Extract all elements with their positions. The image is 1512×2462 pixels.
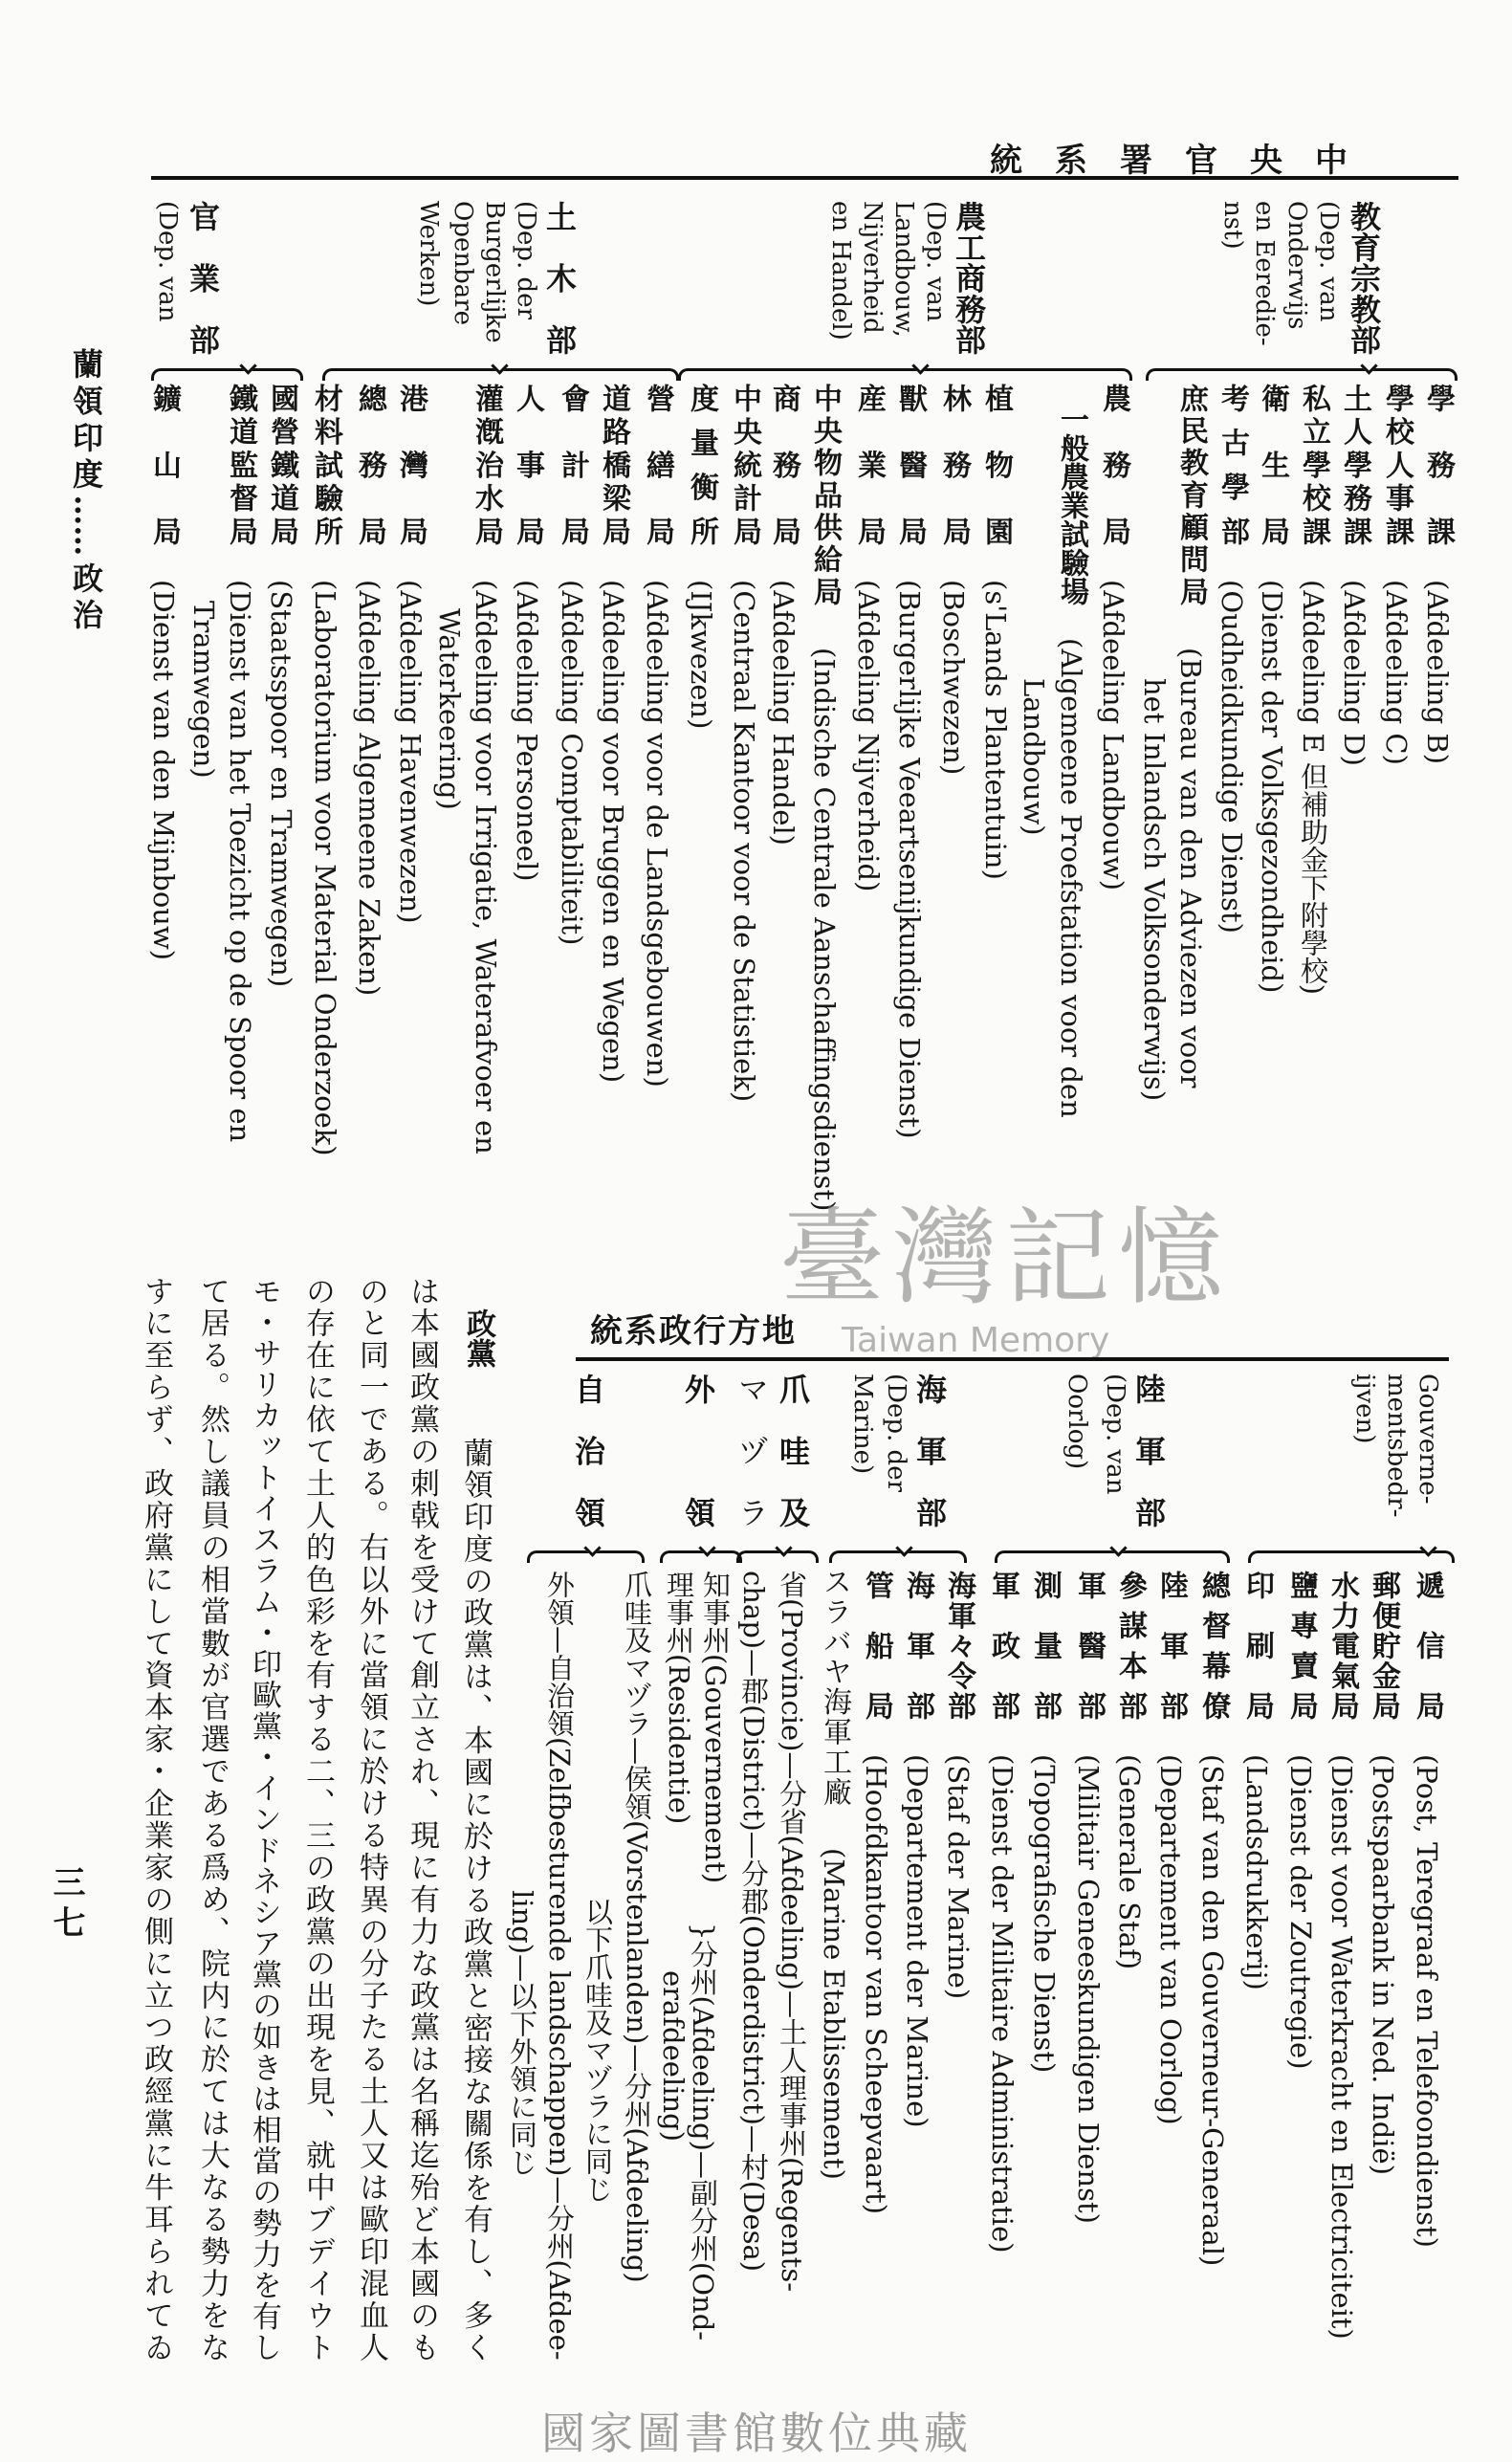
bureau-name: 植物園 — [979, 384, 1013, 545]
dept-name — [186, 201, 220, 355]
admin-line: 理事州(Residentie) — [663, 1571, 695, 1825]
list-item — [859, 1571, 893, 2214]
dept-dutch: Onderwijs — [1282, 201, 1311, 330]
dutch-name: (Dienst van den Mijnbouw) — [147, 580, 180, 961]
list-item — [1096, 384, 1130, 890]
admin-line: chap)—郡(District)—分郡(Onderdistrict)—村(Desa) — [737, 1571, 770, 2273]
bureau-name: 道路橋梁局 — [597, 384, 630, 545]
page-number-text: 三七 — [47, 1865, 85, 1938]
list-item — [510, 384, 544, 882]
bureau-name: 遞信局 — [1411, 1571, 1444, 1720]
list-item — [1410, 1571, 1444, 2248]
paragraph-text: モ・サリカットイスラム・印歐黨・インドネシア黨の如きは相當の勢力を有し — [247, 1276, 281, 2362]
admin-line: 爪哇及マヅラ—侯領(Vorstenlanden)—分州(Afdeeling) — [621, 1571, 653, 2283]
dept-label: 海軍部 — [911, 1374, 948, 1528]
region-name — [776, 1374, 810, 1528]
bureau-name: 軍政部 — [986, 1571, 1019, 1720]
list-item — [223, 384, 257, 1142]
admin-line: ling)—以下外領に同じ — [506, 1890, 538, 2177]
list-item — [1420, 384, 1455, 764]
list-item — [1296, 384, 1330, 995]
bureau-name: 私立學校課 — [1297, 384, 1330, 545]
dutch-name: (Departement der Marine) — [901, 1754, 933, 2128]
list-item — [1112, 1571, 1147, 1969]
list-item — [766, 384, 800, 846]
running-head — [69, 348, 103, 629]
dutch-name: (Departement van Oorlog) — [1154, 1754, 1187, 2125]
dutch-name: (Dienst der Zoutregie) — [1284, 1754, 1317, 2070]
bureau-name: 水力電氣局 — [1326, 1571, 1359, 1720]
bureau-name: 鐵道監督局 — [224, 384, 257, 545]
list-item — [1325, 1571, 1359, 2340]
bureau-name: 林務局 — [937, 384, 971, 545]
dutch-continuation: het Inlandsch Volksonderwijs) — [1138, 678, 1171, 1102]
dutch-name: (Afdeeling voor de Landsgebouwen) — [641, 580, 673, 1088]
paragraph-column — [240, 1276, 288, 2362]
admin-line: 省(Provincie)—分省(Afdeeling)—土人理事州(Regents- — [776, 1571, 808, 2292]
bureau-name: 學校人事課 — [1380, 384, 1413, 545]
paragraph-text: すに至らず、政府黨にして資本家・企業家の側に立つ政經黨に牛耳られてゐ — [139, 1276, 173, 2362]
bureau-name: 總務局 — [353, 384, 386, 545]
region-label: マヅラ — [734, 1374, 770, 1528]
list-item — [1366, 1571, 1400, 2175]
dept-label: 陸軍部 — [1130, 1374, 1167, 1528]
sub-brace — [660, 1550, 742, 1563]
paragraph-column — [294, 1276, 341, 2362]
sub-brace — [527, 1550, 645, 1563]
page-number — [49, 1865, 83, 1938]
bureau-name: 獸醫局 — [893, 384, 927, 545]
list-item — [308, 384, 342, 1156]
region-name — [734, 1374, 769, 1528]
list-item — [727, 384, 761, 1102]
dept-dutch: Gouverne- — [1413, 1374, 1442, 1505]
dutch-name: (Centraal Kantoor voor de Statistiek) — [728, 580, 760, 1103]
admin-line: }分州(Afdeeling)—副分州(Ond- — [687, 1923, 719, 2341]
bureau-name: 商務局 — [767, 384, 800, 545]
dutch-name: (Afdeeling voor Irrigatie, Waterafvoer en — [470, 580, 502, 1154]
dutch-name: (Afdeeling E 但補助金下附學校) — [1297, 580, 1329, 996]
dutch-name: (Afdeeling D) — [1338, 580, 1370, 766]
running-head-text: 蘭領印度……政治 — [68, 348, 104, 629]
bureau-name: 人事局 — [511, 384, 544, 545]
dept-name — [542, 201, 577, 355]
dept-dutch: Oorlog) — [1063, 1374, 1091, 1470]
sub-brace — [678, 368, 1132, 381]
dutch-continuation: Landbouw) — [1018, 678, 1050, 836]
bureau-name: 灌漑治水局 — [470, 384, 503, 545]
watermark-logo-en: Taiwan Memory — [842, 1321, 1110, 1360]
main-brace-line — [576, 1357, 1449, 1361]
sub-brace — [322, 368, 679, 381]
list-item — [1337, 384, 1371, 766]
region-label: 外領 — [680, 1374, 716, 1528]
paragraph-column — [132, 1276, 180, 2362]
paragraph-column — [398, 1276, 446, 2362]
dept-name — [952, 201, 986, 355]
bureau-name: 鑛山局 — [147, 384, 181, 545]
list-item — [941, 1571, 975, 1999]
dept-name — [1131, 1374, 1166, 1528]
list-item — [1215, 384, 1249, 934]
local-title: 地方行政系統 — [590, 1312, 797, 1351]
sub-brace — [829, 1550, 967, 1563]
dutch-name: (Militair Geneeskundigen Dienst) — [1072, 1754, 1105, 2224]
dutch-continuation: Waterkeering) — [433, 608, 466, 810]
list-item — [1071, 1571, 1106, 2224]
list-item — [985, 1571, 1019, 2253]
admin-line: 外領—自治領(Zelfbesturende landschappen)—分州(Afdee- — [543, 1571, 576, 2361]
dutch-name: (Laboratorium voor Material Onderzoek) — [309, 580, 341, 1156]
list-item — [1054, 405, 1088, 1118]
dept-dutch: Werken) — [414, 201, 443, 307]
dept-label: 土木部 — [541, 201, 578, 355]
list-item — [1195, 1571, 1230, 2266]
dutch-name: (Topografische Dienst) — [1028, 1754, 1061, 2074]
bureau-name: 土人學務課 — [1338, 384, 1371, 545]
admin-line: 以下爪哇及マヅラに同じ — [581, 1898, 614, 2203]
bureau-name: 會計局 — [556, 384, 589, 545]
bureau-name: 軍醫部 — [1072, 1571, 1106, 1720]
bureau-name: 海軍々令部 — [942, 1571, 975, 1720]
paragraph-text: て居る。然し議員の相當數が官選である爲め、院内に於ては大なる勢力をな — [195, 1276, 230, 2362]
list-item — [978, 384, 1013, 880]
dutch-name: (Dienst van het Toezicht op de Spoor en — [224, 580, 256, 1143]
dutch-name: (Dienst der Volksgezondheid) — [1256, 580, 1288, 994]
bureau-name: 農務局 — [1097, 384, 1130, 545]
dutch-name: (Afdeeling C) — [1380, 580, 1413, 765]
dept-dutch: ijven) — [1350, 1374, 1379, 1444]
dutch-name: (Staf der Marine) — [942, 1754, 975, 2000]
list-item — [640, 384, 674, 1088]
dept-dutch: (Dep. der — [882, 1374, 910, 1493]
dutch-name: (Landsdrukkerij) — [1240, 1754, 1273, 1990]
dept-dutch: Nijverheid — [858, 201, 887, 334]
dutch-name: (Staf van den Gouverneur-Generaal) — [1196, 1754, 1229, 2267]
bureau-name: 考古學部 — [1216, 384, 1249, 545]
paragraph-text: の存在に依て土人的色彩を有する二、三の政黨の出現を見、就中ブデイウト — [300, 1276, 335, 2362]
list-item — [1379, 384, 1413, 765]
list-item — [1239, 1571, 1274, 1990]
admin-line: 知事州(Gouvernement) — [699, 1571, 732, 1884]
dept-dutch: en Handel) — [826, 201, 855, 341]
list-item — [469, 384, 503, 1154]
dept-label: 農工商務部 — [951, 201, 987, 355]
list-item — [596, 384, 630, 1083]
dutch-name: (Algemeene Proefstation voor den — [1055, 638, 1087, 1118]
bureau-name: 港灣局 — [394, 384, 427, 545]
dutch-name: (Afdeeling Handel) — [767, 580, 800, 846]
dutch-name: (Afdeeling B) — [1421, 580, 1454, 765]
dutch-continuation: Tramwegen) — [187, 601, 220, 779]
dept-dutch: (Dep. van — [921, 201, 950, 322]
dept-dutch: (Dep. van — [1101, 1374, 1129, 1495]
list-item — [1283, 1571, 1318, 2070]
paragraph-column — [451, 1438, 499, 2362]
list-item — [936, 384, 971, 775]
list-item — [1153, 1571, 1188, 2125]
bureau-name: 中央物品供給局 — [808, 384, 842, 605]
bureau-name: スラバヤ海軍工廠 — [818, 1567, 851, 1806]
section-heading-text: 政黨 — [461, 1308, 495, 1368]
section-heading — [454, 1308, 502, 1368]
region-name — [681, 1374, 715, 1528]
list-item — [555, 384, 589, 945]
bureau-name: 材料試驗所 — [309, 384, 342, 545]
dutch-name: (Staatsspoor en Tramwegen) — [265, 580, 297, 988]
list-item — [807, 384, 842, 1212]
dutch-name: (Burgerlijke Veeartsenijkundige Dienst) — [893, 580, 926, 1139]
dept-dutch: (Dep. van — [153, 201, 182, 322]
bureau-name: 一般農業試驗場 — [1055, 405, 1088, 605]
dutch-name: (Afdeeling Algemeene Zaken) — [353, 580, 385, 997]
list-item — [393, 384, 427, 924]
list-item — [851, 384, 886, 891]
paragraph-column — [188, 1276, 236, 2362]
dept-dutch: Openbare — [449, 201, 477, 326]
bureau-name: 庶民教育顧問局 — [1174, 384, 1208, 605]
region-name — [571, 1374, 605, 1528]
dutch-name: (Bureau van den Adviezen voor — [1174, 648, 1207, 1088]
dept-dutch: mentsbedr- — [1382, 1374, 1411, 1518]
admin-line: erafdeeling) — [657, 1970, 690, 2143]
sub-brace — [1248, 1550, 1455, 1563]
paragraph-text: のと同一である。右以外に當領に於ける特異の分子たる土人又は歐印混血人 — [354, 1276, 388, 2362]
bureau-name: 陸軍部 — [1154, 1571, 1188, 1720]
bureau-name: 營繕局 — [641, 384, 674, 545]
bureau-name: 測量部 — [1028, 1571, 1062, 1720]
dept-dutch: Burgerlijke — [480, 201, 509, 343]
dutch-name: (Afdeeling Personeel) — [511, 580, 543, 882]
dutch-name: (IJkwezen) — [685, 580, 717, 730]
paragraph-column — [347, 1276, 395, 2362]
dutch-name: (Generale Staf) — [1113, 1754, 1146, 1970]
bureau-name: 鹽專賣局 — [1284, 1571, 1318, 1720]
region-label: 自治領 — [570, 1374, 606, 1528]
sub-brace — [151, 368, 303, 381]
dutch-name: (Dienst voor Waterkracht en Electriciteit) — [1326, 1754, 1358, 2340]
dept-dutch: nst) — [1218, 201, 1247, 250]
dutch-name: (s'Lands Plantentuin) — [979, 580, 1012, 880]
bureau-name: 度量衡所 — [685, 384, 718, 545]
dutch-name: (Indische Centrale Aanschaffingsdienst) — [808, 648, 841, 1212]
list-item — [1027, 1571, 1062, 2073]
dutch-name: (Afdeeling Comptabiliteit) — [556, 580, 588, 946]
dutch-name: (Marine Etablissement) — [818, 1848, 850, 2180]
paragraph-text: は本國政黨の刺戟を受けて創立され、現に有力な政黨は名稱迄殆ど本國のも — [405, 1276, 439, 2362]
dutch-name: (Oudheidkundige Dienst) — [1216, 580, 1248, 934]
dept-dutch: Landbouw, — [889, 201, 918, 338]
dutch-name: (Afdeeling Havenwezen) — [394, 580, 427, 924]
dept-dutch: (Dep. van — [1314, 201, 1343, 322]
dutch-name: (Postspaarbank in Ned. Indië) — [1367, 1754, 1399, 2176]
bureau-name: 管船局 — [860, 1571, 893, 1720]
region-label: 爪哇及 — [775, 1374, 811, 1528]
list-item — [900, 1571, 934, 2128]
sub-brace — [1146, 368, 1457, 381]
dutch-name: (Afdeeling voor Bruggen en Wegen) — [597, 580, 629, 1084]
dutch-name: (Boschwezen) — [937, 580, 970, 776]
dept-name — [1347, 201, 1381, 355]
bureau-name: 産業局 — [852, 384, 886, 545]
list-item — [892, 384, 927, 1139]
dept-label: 教育宗教部 — [1346, 201, 1382, 355]
paragraph-text: 蘭領印度の政黨は、本國に於ける政黨と密接な關係を有し、多く — [458, 1438, 493, 2362]
sub-brace — [995, 1550, 1230, 1563]
bureau-name: 學務課 — [1421, 384, 1455, 545]
list-item — [684, 384, 718, 729]
watermark-logo: 臺灣記憶 — [779, 1197, 1231, 1319]
list-item — [264, 384, 298, 987]
dept-name — [912, 1374, 947, 1528]
dept-dutch: Marine) — [848, 1374, 877, 1475]
central-title: 中央官署系統 — [990, 142, 1380, 180]
dutch-name: (Afdeeling Nijverheid) — [852, 580, 885, 892]
bureau-name: 參謀本部 — [1113, 1571, 1147, 1720]
bureau-name: 印刷局 — [1240, 1571, 1274, 1720]
dept-dutch: en Eeredie- — [1250, 201, 1279, 346]
bureau-name: 總督幕僚 — [1196, 1571, 1230, 1720]
dutch-name: (Post, Teregraaf en Telefoondienst) — [1411, 1754, 1443, 2248]
main-brace-line — [151, 176, 1458, 180]
list-item — [1173, 384, 1208, 1088]
footer-watermark: 國家圖書館數位典藏 — [541, 2407, 972, 2459]
dept-dutch: (Dep. der — [512, 201, 540, 320]
bureau-name: 郵便貯金局 — [1367, 1571, 1400, 1720]
dutch-name: (Dienst der Militaire Administratie) — [986, 1754, 1019, 2253]
list-item — [1255, 384, 1289, 993]
list-item — [817, 1567, 851, 2180]
bureau-name: 中央統計局 — [728, 384, 761, 545]
bureau-name: 國營鐵道局 — [265, 384, 298, 545]
dutch-name: (Afdeeling Landbouw) — [1097, 580, 1129, 891]
bureau-name: 海軍部 — [901, 1571, 934, 1720]
dept-label: 官業部 — [185, 201, 221, 355]
list-item — [352, 384, 386, 996]
list-item — [146, 384, 181, 960]
sub-brace — [736, 1550, 819, 1563]
bureau-name: 衛生局 — [1256, 384, 1289, 545]
dutch-name: (Hoofdkantoor van Scheepvaart) — [860, 1754, 892, 2215]
